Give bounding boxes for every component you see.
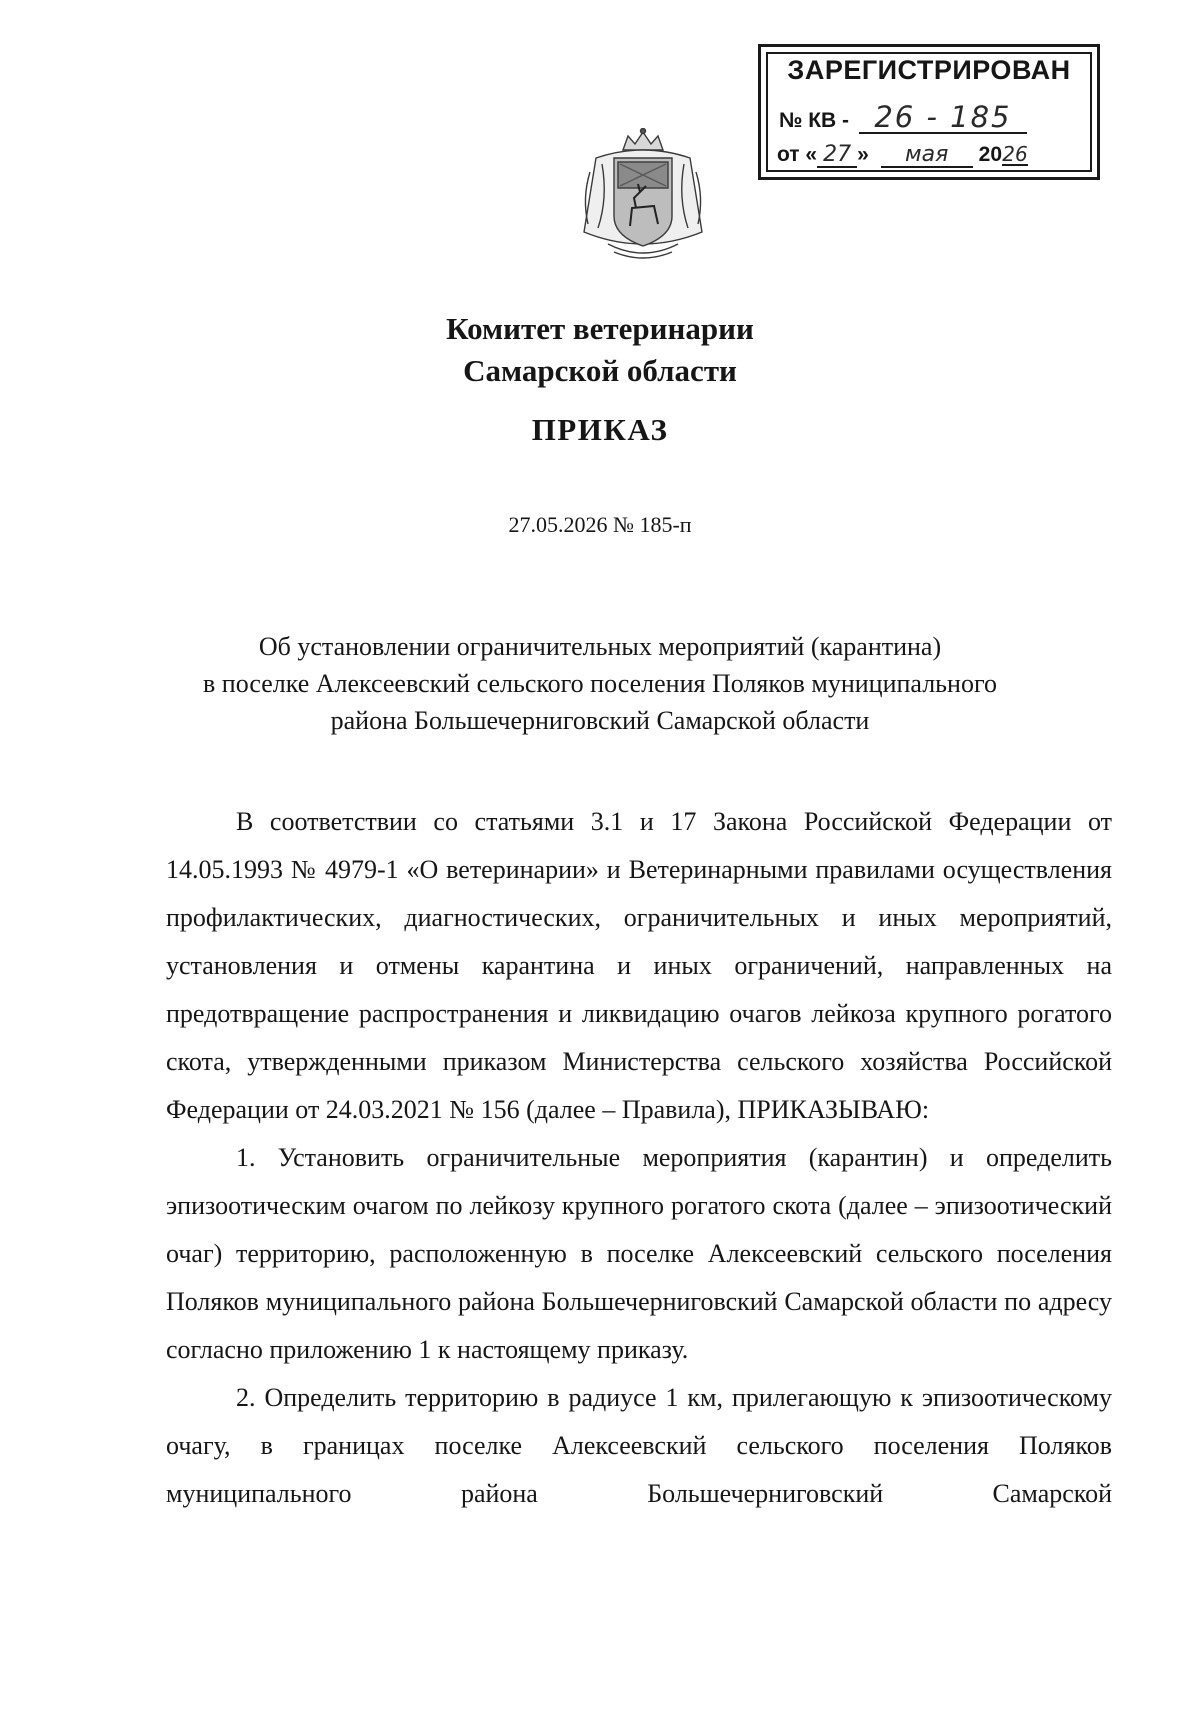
document-number: 27.05.2026 № 185-п — [508, 512, 692, 537]
order-item-2: 2. Определить территорию в радиусе 1 км, прилегающую к эпизоотическому очагу, в границах поселке Алексеевский сельского поселения Поляков муниципального района Большечерниговский Самарской — [166, 1383, 1112, 1508]
stamp-date-mid: » — [857, 143, 869, 166]
stamp-date-year-prefix: 20 — [978, 143, 1002, 166]
organization-name-line1: Комитет ветеринарии — [446, 311, 754, 346]
registration-stamp — [758, 44, 1100, 180]
document-type: ПРИКАЗ — [531, 412, 669, 447]
preamble-paragraph: В соответствии со статьями 3.1 и 17 Закона Российской Федерации от 14.05.1993 № 4979-1 «О ветеринарии» и Ветеринарными правилами осуществления профилактических, диагностических, ограничительных и иных мероприятий, установления и отмены карантина и иных ограничений, направленных на предотвращение распространения и ликвидацию очагов лейкоза крупного рогатого скота, утвержденными приказом Министерства сельского хозяйства Российской Федерации от 24.03.2021 № 156 (далее – Правила), ПРИКАЗЫВАЮ: — [166, 807, 1112, 1124]
subject-line1: Об установлении ограничительных мероприятий (карантина) — [258, 632, 942, 661]
stamp-date-day: 27 — [817, 144, 857, 168]
stamp-number-handwritten: 26 - 185 — [859, 103, 1027, 134]
stamp-title: ЗАРЕГИСТРИРОВАН — [787, 55, 1071, 85]
stamp-date-prefix: от « — [777, 143, 818, 166]
stamp-number-row — [779, 100, 1027, 134]
coat-of-arms-icon — [568, 128, 718, 264]
order-item-1: 1. Установить ограничительные мероприятия (карантин) и определить эпизоотическим очагом по лейкозу крупного рогатого скота (далее – эпизоотический очаг) территорию, расположенную в поселке Алексеевский сельского поселения Поляков муниципального района Большечерниговский Самарской области по адресу согласно приложению 1 к настоящему приказу. — [166, 1143, 1112, 1364]
document-body — [166, 798, 1112, 1518]
document-subject — [0, 628, 1200, 739]
subject-line2: в поселке Алексеевский сельского поселения Поляков муниципального — [203, 669, 997, 698]
organization-name-line2: Самарской области — [463, 353, 737, 388]
stamp-number-label: № КВ - — [779, 109, 850, 132]
organization-name — [0, 308, 1200, 392]
subject-line3: района Большечерниговский Самарской области — [330, 706, 870, 735]
stamp-date-row — [777, 143, 1028, 168]
stamp-date-month: мая — [881, 144, 973, 168]
stamp-date-year-suffix: 26 — [1002, 142, 1028, 166]
